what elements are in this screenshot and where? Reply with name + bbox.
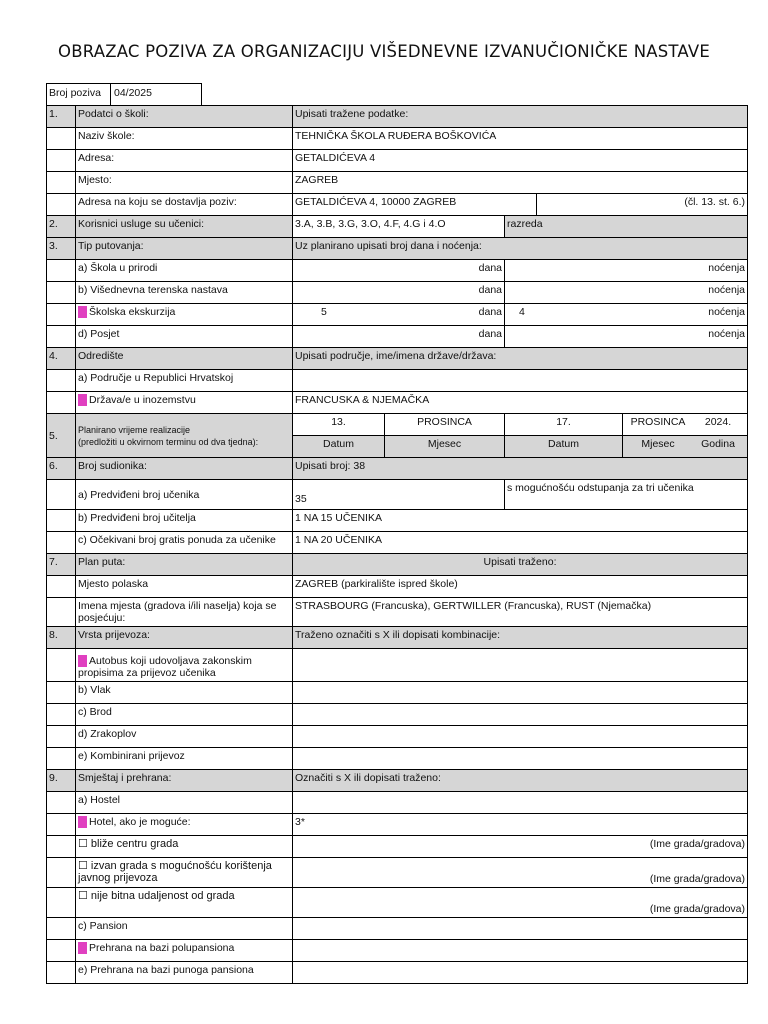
section-hint: Označiti s X ili dopisati traženo: bbox=[293, 770, 748, 792]
table-row bbox=[47, 836, 748, 858]
field-label: c) Očekivani broj gratis ponuda za učenike bbox=[76, 532, 293, 554]
city-field[interactable]: ZAGREB bbox=[293, 172, 748, 194]
table-row bbox=[47, 649, 748, 682]
section-hint: Uz planirano upisati broj dana i noćenja: bbox=[293, 238, 748, 260]
table-row bbox=[47, 940, 748, 962]
field-label: Naziv škole: bbox=[76, 128, 293, 150]
column-head: Mjesec bbox=[385, 436, 505, 458]
destinations-field[interactable]: STRASBOURG (Francuska), GERTWILLER (Francuska), RUST (Njemačka) bbox=[293, 598, 748, 627]
table-row bbox=[47, 682, 748, 704]
section-hint: Upisati tražene podatke: bbox=[293, 106, 748, 128]
unit-label: dana bbox=[478, 284, 502, 296]
checkbox-option[interactable]: ☐ nije bitna udaljenost od grada bbox=[76, 888, 293, 918]
field-label: Imena mjesta (gradova i/ili naselja) koja se posjećuju: bbox=[76, 598, 293, 627]
table-row bbox=[47, 748, 748, 770]
section-1-header bbox=[47, 106, 748, 128]
option-label: b) Vlak bbox=[76, 682, 293, 704]
table-row bbox=[47, 576, 748, 598]
section-hint: Upisati područje, ime/imena države/država: bbox=[293, 348, 748, 370]
option-label: e) Kombinirani prijevoz bbox=[76, 748, 293, 770]
checkbox-option[interactable]: ☐ izvan grada s mogućnošću korištenja javnog prijevoza bbox=[76, 858, 293, 888]
field-label: a) Predviđeni broj učenika bbox=[76, 480, 293, 510]
transport-field[interactable] bbox=[293, 649, 748, 682]
school-name-field[interactable]: TEHNIČKA ŠKOLA RUĐERA BOŠKOVIĆA bbox=[293, 128, 748, 150]
section-label: Tip putovanja: bbox=[76, 238, 293, 260]
hotel-stars-field[interactable]: 3* bbox=[293, 814, 748, 836]
table-row bbox=[47, 510, 748, 532]
delivery-address-field[interactable]: GETALDIĆEVA 4, 10000 ZAGREB bbox=[293, 194, 537, 216]
deviation-note: s mogućnošću odstupanja za tri učenika bbox=[505, 480, 748, 510]
option-label: d) Zrakoplov bbox=[76, 726, 293, 748]
unit-label: noćenja bbox=[708, 306, 746, 318]
nights-field bbox=[505, 326, 748, 348]
table-row bbox=[47, 304, 748, 326]
section-4-header bbox=[47, 348, 748, 370]
option-label: c) Brod bbox=[76, 704, 293, 726]
section-label: Plan puta: bbox=[76, 554, 293, 576]
city-name-field[interactable]: (Ime grada/gradova) bbox=[293, 858, 748, 888]
checkbox-option[interactable]: ☐ bliže centru grada bbox=[76, 836, 293, 858]
section-num: 8. bbox=[47, 627, 76, 649]
days-field bbox=[293, 260, 505, 282]
option-label: a) Škola u prirodi bbox=[76, 260, 293, 282]
field-label: b) Predviđeni broj učitelja bbox=[76, 510, 293, 532]
unit-label: noćenja bbox=[708, 284, 746, 296]
section-2-header bbox=[47, 216, 748, 238]
table-row bbox=[47, 858, 748, 888]
table-row bbox=[47, 480, 748, 510]
option-label: d) Posjet bbox=[76, 326, 293, 348]
transport-field[interactable] bbox=[293, 748, 748, 770]
column-head: Datum bbox=[505, 436, 623, 458]
section-label: Vrsta prijevoza: bbox=[76, 627, 293, 649]
option-label: a) Hostel bbox=[76, 792, 293, 814]
days-field[interactable] bbox=[293, 304, 505, 326]
table-row bbox=[47, 370, 748, 392]
table-row bbox=[47, 260, 748, 282]
table-row bbox=[47, 194, 748, 216]
days-value: 5 bbox=[321, 306, 327, 318]
countries-field[interactable]: FRANCUSKA & NJEMAČKA bbox=[293, 392, 748, 414]
departure-field[interactable]: ZAGREB (parkiralište ispred škole) bbox=[293, 576, 748, 598]
meal-field[interactable] bbox=[293, 962, 748, 984]
option-label: a) Autobus koji udovoljava zakonskim propisima za prijevoz učenika bbox=[76, 649, 293, 682]
table-row bbox=[47, 150, 748, 172]
option-label: b) Država/e u inozemstvu bbox=[76, 392, 293, 414]
table-row bbox=[47, 282, 748, 304]
croatia-area-field[interactable] bbox=[293, 370, 748, 392]
table-row bbox=[47, 704, 748, 726]
section-7-header bbox=[47, 554, 748, 576]
option-label: e) Prehrana na bazi punoga pansiona bbox=[76, 962, 293, 984]
table-row bbox=[47, 392, 748, 414]
section-num: 4. bbox=[47, 348, 76, 370]
selected-marker[interactable]: b) bbox=[78, 816, 88, 828]
option-label: a) Područje u Republici Hrvatskoj bbox=[76, 370, 293, 392]
unit-label: dana bbox=[478, 262, 502, 274]
unit-label: noćenja bbox=[708, 262, 746, 274]
classes-unit: razreda bbox=[505, 216, 748, 238]
broj-poziva-label: Broj poziva bbox=[47, 84, 111, 105]
transport-field[interactable] bbox=[293, 704, 748, 726]
option-label: c) Pansion bbox=[76, 918, 293, 940]
section-hint: Upisati traženo: bbox=[293, 554, 748, 576]
broj-poziva-box bbox=[46, 83, 202, 106]
address-field[interactable]: GETALDIĆEVA 4 bbox=[293, 150, 748, 172]
transport-field[interactable] bbox=[293, 682, 748, 704]
option-label: c) Školska ekskurzija bbox=[76, 304, 293, 326]
selected-marker[interactable]: b) bbox=[78, 394, 88, 406]
end-month-field[interactable]: PROSINCA 2024. bbox=[623, 414, 748, 436]
city-name-field[interactable]: (Ime grada/gradova) bbox=[293, 888, 748, 918]
table-row bbox=[47, 726, 748, 748]
teachers-count-field[interactable]: 1 NA 15 UČENIKA bbox=[293, 510, 748, 532]
article-note: (čl. 13. st. 6.) bbox=[537, 194, 748, 216]
nights-value: 4 bbox=[519, 306, 525, 318]
table-row bbox=[47, 172, 748, 194]
days-field bbox=[293, 282, 505, 304]
table-row bbox=[47, 962, 748, 984]
section-num: 2. bbox=[47, 216, 76, 238]
section-label: Planirano vrijeme realizacije (predložiti u okvirnom terminu od dva tjedna): bbox=[76, 414, 293, 458]
section-hint: Upisati broj: 38 bbox=[293, 458, 748, 480]
nights-field bbox=[505, 260, 748, 282]
selected-marker[interactable]: a) bbox=[78, 655, 88, 667]
section-num: 6. bbox=[47, 458, 76, 480]
unit-label: dana bbox=[478, 328, 502, 340]
field-label: Adresa na koju se dostavlja poziv: bbox=[76, 194, 293, 216]
column-head: Datum bbox=[293, 436, 385, 458]
students-count-field[interactable]: 35 bbox=[293, 480, 505, 510]
table-row bbox=[47, 598, 748, 627]
table-row bbox=[47, 814, 748, 836]
section-num: 7. bbox=[47, 554, 76, 576]
classes-field[interactable]: 3.A, 3.B, 3.G, 3.O, 4.F, 4.G i 4.O bbox=[293, 216, 505, 238]
column-head: Mjesec Godina bbox=[623, 436, 748, 458]
option-label: b) Višednevna terenska nastava bbox=[76, 282, 293, 304]
unit-label: dana bbox=[478, 306, 502, 318]
section-label: Korisnici usluge su učenici: bbox=[76, 216, 293, 238]
option-label: b) Hotel, ako je moguće: bbox=[76, 814, 293, 836]
section-hint: Traženo označiti s X ili dopisati kombinacije: bbox=[293, 627, 748, 649]
section-9-header bbox=[47, 770, 748, 792]
section-num: 3. bbox=[47, 238, 76, 260]
option-label: d) Prehrana na bazi polupansiona bbox=[76, 940, 293, 962]
section-label: Broj sudionika: bbox=[76, 458, 293, 480]
table-row bbox=[47, 888, 748, 918]
table-row bbox=[47, 326, 748, 348]
nights-field bbox=[505, 282, 748, 304]
field-label: Mjesto polaska bbox=[76, 576, 293, 598]
unit-label: noćenja bbox=[708, 328, 746, 340]
section-3-header bbox=[47, 238, 748, 260]
section-num: 9. bbox=[47, 770, 76, 792]
section-8-header bbox=[47, 627, 748, 649]
section-num: 1. bbox=[47, 106, 76, 128]
days-field bbox=[293, 326, 505, 348]
selected-marker[interactable]: d) bbox=[78, 942, 88, 954]
table-row bbox=[47, 792, 748, 814]
section-label: Smještaj i prehrana: bbox=[76, 770, 293, 792]
transport-field[interactable] bbox=[293, 726, 748, 748]
accommodation-field[interactable] bbox=[293, 918, 748, 940]
start-month-field[interactable]: PROSINCA bbox=[385, 414, 505, 436]
meal-field[interactable] bbox=[293, 940, 748, 962]
field-label: Mjesto: bbox=[76, 172, 293, 194]
table-row bbox=[47, 532, 748, 554]
gratis-count-field[interactable]: 1 NA 20 UČENIKA bbox=[293, 532, 748, 554]
field-label: Adresa: bbox=[76, 150, 293, 172]
selected-marker[interactable]: c) bbox=[78, 306, 87, 318]
broj-poziva-value[interactable]: 04/2025 bbox=[114, 87, 152, 99]
table-row bbox=[47, 128, 748, 150]
page-title: OBRAZAC POZIVA ZA ORGANIZACIJU VIŠEDNEVNE IZVANUČIONIČKE NASTAVE bbox=[58, 42, 710, 61]
section-label: Odredište bbox=[76, 348, 293, 370]
table-row bbox=[47, 918, 748, 940]
form-table bbox=[46, 105, 748, 984]
city-name-field[interactable]: (Ime grada/gradova) bbox=[293, 836, 748, 858]
section-6-header bbox=[47, 458, 748, 480]
section-num: 5. bbox=[47, 414, 76, 458]
end-day-field[interactable]: 17. bbox=[505, 414, 623, 436]
table-row bbox=[47, 414, 748, 436]
accommodation-field[interactable] bbox=[293, 792, 748, 814]
section-label: Podatci o školi: bbox=[76, 106, 293, 128]
start-day-field[interactable]: 13. bbox=[293, 414, 385, 436]
nights-field[interactable] bbox=[505, 304, 748, 326]
